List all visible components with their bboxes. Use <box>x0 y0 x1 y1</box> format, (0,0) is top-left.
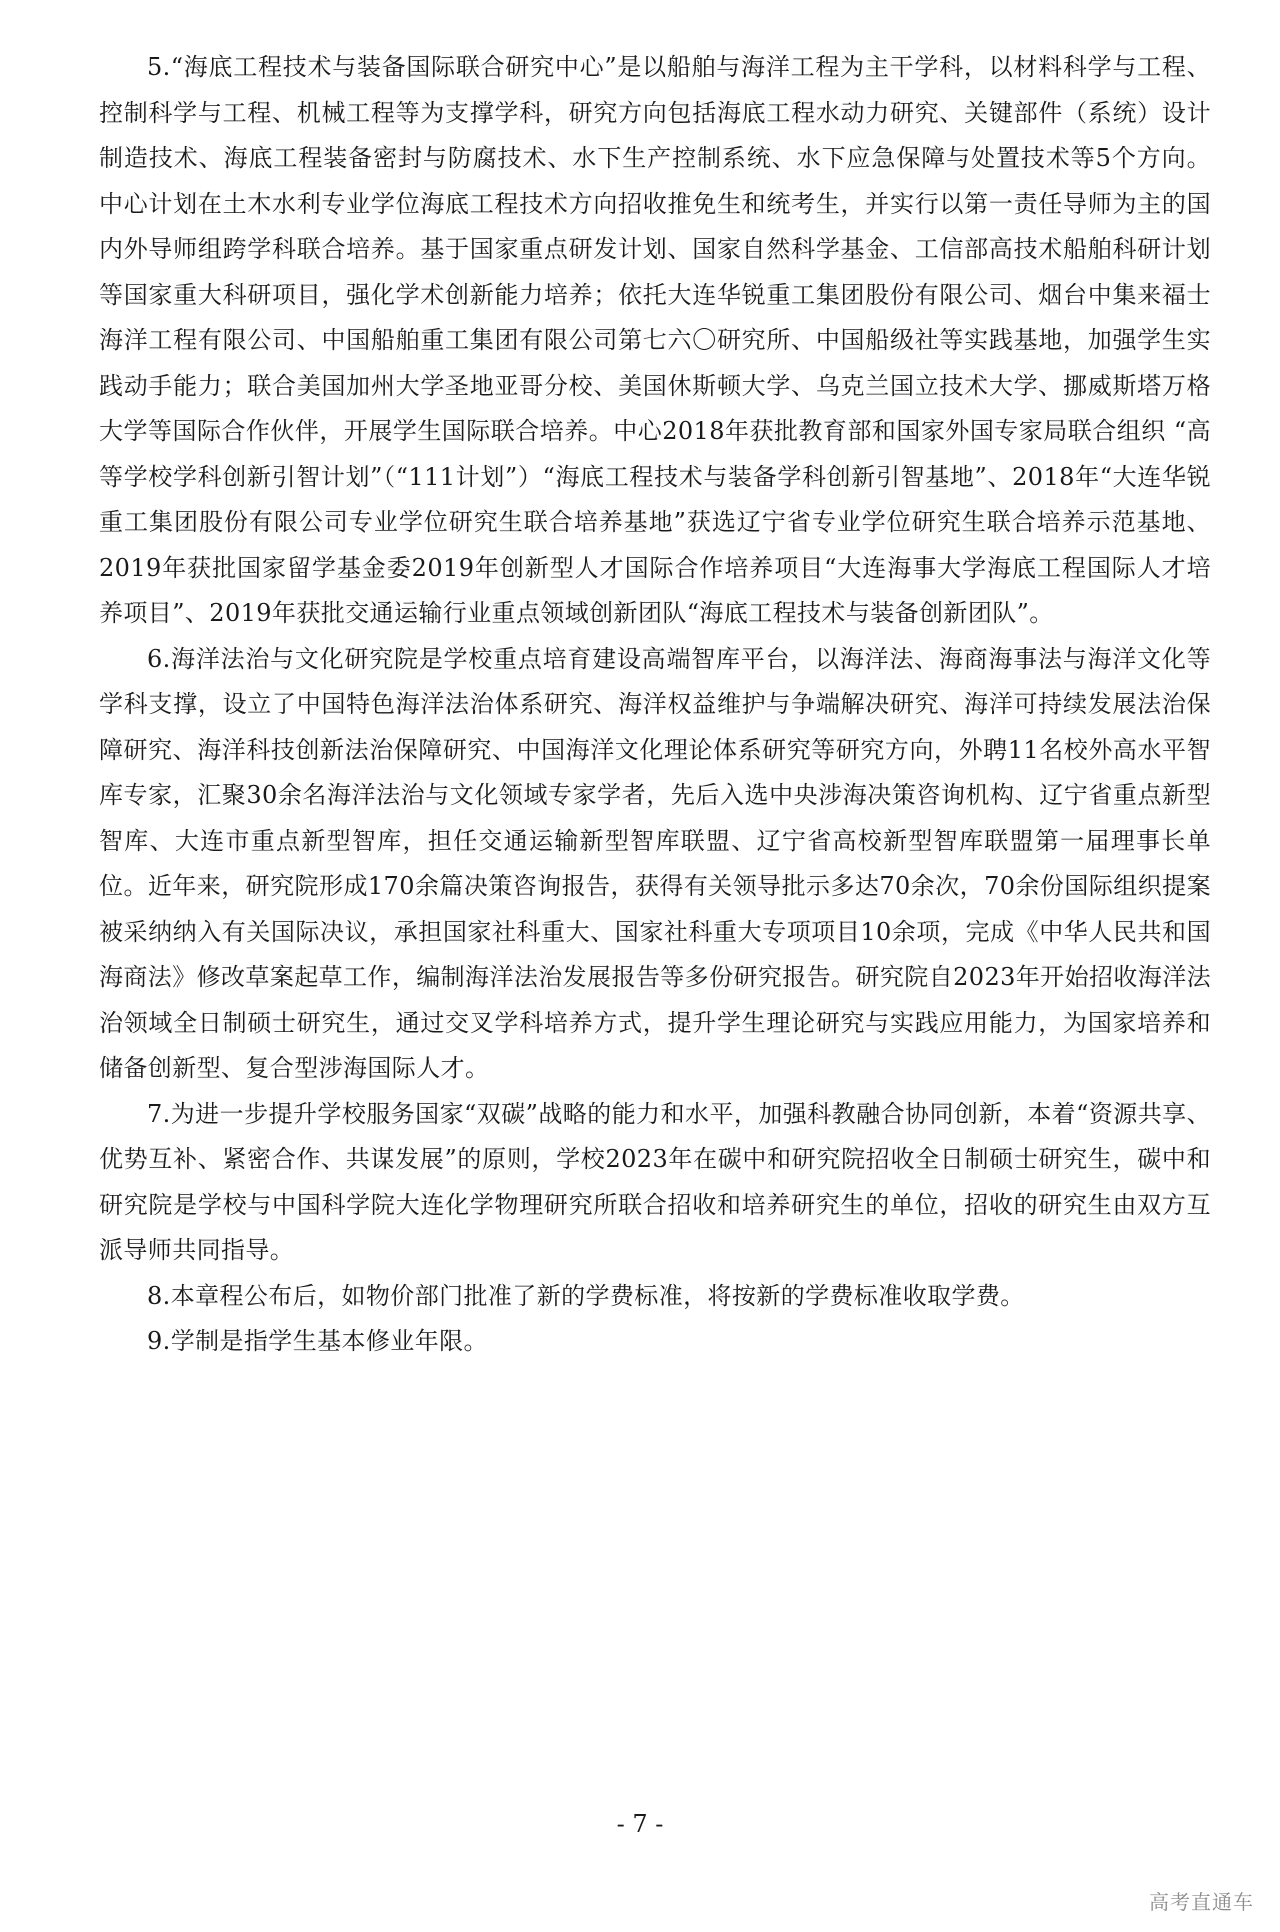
paragraph-6: 6.海洋法治与文化研究院是学校重点培育建设高端智库平台，以海洋法、海商海事法与海洋文化等学科支撑，设立了中国特色海洋法治体系研究、海洋权益维护与争端解决研究、海洋可持续发展法治保障研究、海洋科技创新法治保障研究、中国海洋文化理论体系研究等研究方向，外聘11名校外高水平智库专家，汇聚30余名海洋法治与文化领域专家学者，先后入选中央涉海决策咨询机构、辽宁省重点新型智库、大连市重点新型智库，担任交通运输新型智库联盟、辽宁省高校新型智库联盟第一届理事长单位。近年来，研究院形成170余篇决策咨询报告，获得有关领导批示多达70余次，70余份国际组织提案被采纳纳入有关国际决议，承担国家社科重大、国家社科重大专项项目10余项，完成《中华人民共和国海商法》修改草案起草工作，编制海洋法治发展报告等多份研究报告。研究院自2023年开始招收海洋法治领域全日制硕士研究生，通过交叉学科培养方式，提升学生理论研究与实践应用能力，为国家培养和储备创新型、复合型涉海国际人才。 <box>99 644 1211 1082</box>
paragraph-8: 8.本章程公布后，如物价部门批准了新的学费标准，将按新的学费标准收取学费。 <box>147 1281 1025 1310</box>
paragraph-9: 9.学制是指学生基本修业年限。 <box>147 1327 488 1355</box>
watermark: 高考直通车 <box>1149 1890 1254 1914</box>
page-number: - 7 - <box>616 1810 664 1838</box>
document-body <box>99 45 1211 1365</box>
paragraph-7: 7.为进一步提升学校服务国家“双碳”战略的能力和水平，加强科教融合协同创新，本着“资源共享、优势互补、紧密合作、共谋发展”的原则，学校2023年在碳中和研究院招收全日制硕士研究生，碳中和研究院是学校与中国科学院大连化学物理研究所联合招收和培养研究生的单位，招收的研究生由双方互派导师共同指导。 <box>99 1099 1211 1264</box>
paragraph-5: 5.“海底工程技术与装备国际联合研究中心”是以船舶与海洋工程为主干学科，以材料科学与工程、控制科学与工程、机械工程等为支撑学科，研究方向包括海底工程水动力研究、关键部件（系统）设计制造技术、海底工程装备密封与防腐技术、水下生产控制系统、水下应急保障与处置技术等5个方向。中心计划在土木水利专业学位海底工程技术方向招收推免生和统考生，并实行以第一责任导师为主的国内外导师组跨学科联合培养。基于国家重点研发计划、国家自然科学基金、工信部高技术船舶科研计划等国家重大科研项目，强化学术创新能力培养；依托大连华锐重工集团股份有限公司、烟台中集来福士海洋工程有限公司、中国船舶重工集团有限公司第七六〇研究所、中国船级社等实践基地，加强学生实践动手能力；联合美国加州大学圣地亚哥分校、美国休斯顿大学、乌克兰国立技术大学、挪威斯塔万格大学等国际合作伙伴，开展学生国际联合培养。中心2018年获批教育部和国家外国专家局联合组织 “高等学校学科创新引智计划”（“111计划”）“海底工程技术与装备学科创新引智基地”、2018年“大连华锐重工集团股份有限公司专业学位研究生联合培养基地”获选辽宁省专业学位研究生联合培养示范基地、2019年获批国家留学基金委2019年创新型人才国际合作培养项目“大连海事大学海底工程国际人才培养项目”、2019年获批交通运输行业重点领域创新团队“海底工程技术与装备创新团队”。 <box>99 53 1211 627</box>
